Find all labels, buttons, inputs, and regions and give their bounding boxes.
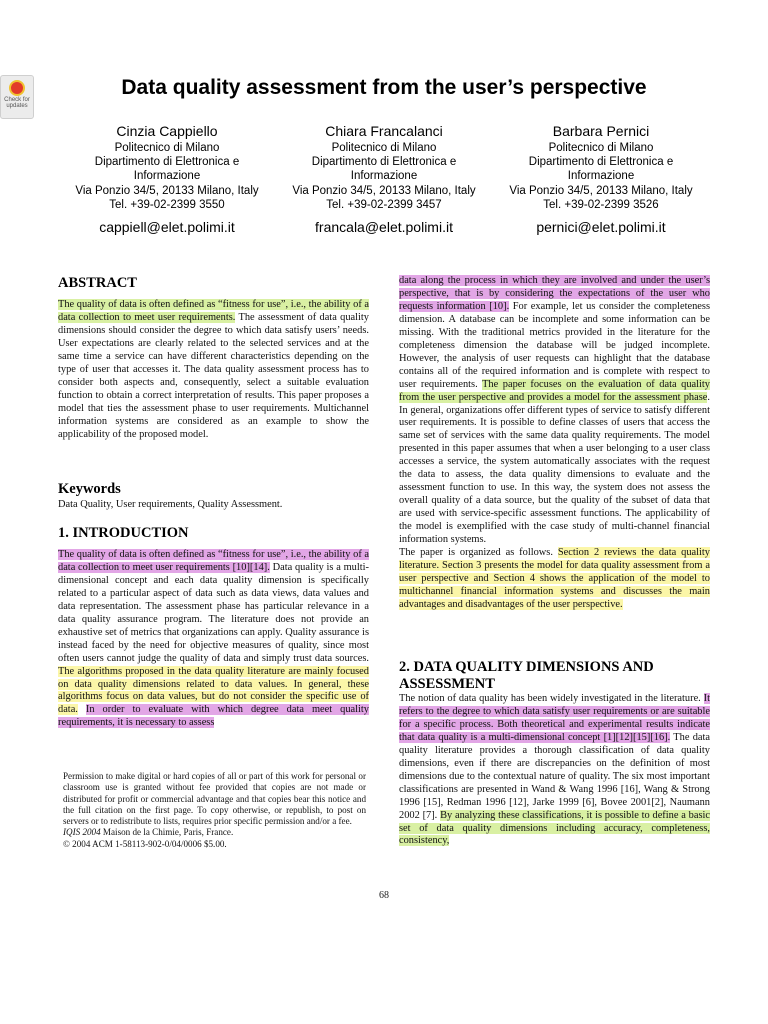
venue-name: IQIS 2004 — [63, 827, 101, 838]
highlight-purple: It refers to the degree to which data satisfy user requirements or are suitable for a specific process. Both theoretical and experimental results indicate that data quality is a multi-dimensional concept [1][12][15][16]. — [399, 693, 710, 743]
keywords-heading: Keywords — [58, 481, 121, 497]
permission-text: Permission to make digital or hard copies of all or part of this work for personal or classroom use is granted without fee provided that copies are not made or distributed for profit or commercial advantage and that copies bear this notice and the full citation on the first page. To copy otherwise, or republish, to post on servers or to redistribute to lists, requires prior specific permission and/or a fee. — [63, 771, 366, 827]
author-affiliation: Informazione — [567, 170, 635, 183]
author-affiliation: Via Ponzio 34/5, 20133 Milano, Italy — [292, 184, 476, 197]
abstract-heading: ABSTRACT — [58, 275, 137, 291]
badge-label: Check for updates — [4, 97, 30, 109]
highlight-purple: data along the process in which they are involved and under the user’s perspective, that is by considering the expectations of the user who requests information [10]. — [399, 275, 710, 312]
page-number: 68 — [379, 890, 389, 901]
author-affiliation: Dipartimento di Elettronica e — [311, 156, 457, 169]
introduction-body — [58, 549, 369, 730]
section2-text: The notion of data quality has been widely investigated in the literature. — [399, 693, 704, 704]
author-name: Barbara Pernici — [552, 123, 650, 139]
intro-text: Data quality is a multi-dimensional concept and each data quality dimension is specifically related to a particular aspect of data such as data views, data values and data representation. The assessment phase has particular relevance in a data quality assurance program. The literature does not provide an exhaustive set of metrics that organizations can apply. Quality assurance is instead faced by the need for objective measures of quality, since most often users cannot judge the quality of data and simply trust data sources. — [58, 561, 369, 664]
author-email[interactable]: cappiell@elet.polimi.it — [99, 219, 235, 236]
paper-title: Data quality assessment from the user’s perspective — [121, 76, 647, 99]
section2-body — [399, 693, 710, 848]
intro-text — [78, 704, 86, 715]
author-affiliation: Politecnico di Milano — [331, 142, 437, 154]
author-affiliation: Politecnico di Milano — [548, 142, 654, 154]
highlight-green: By analyzing these classifications, it is possible to define a basic set of data quality dimensions including accuracy, completeness, consistency, — [399, 809, 710, 847]
author-affiliation: Via Ponzio 34/5, 20133 Milano, Italy — [509, 184, 693, 197]
author-email[interactable]: pernici@elet.polimi.it — [536, 219, 666, 236]
author-block-3 — [491, 122, 711, 236]
highlight-purple: The quality of data is often defined as “fitness for use”, i.e., the ability of a data collection to meet user requirements [10][14]. — [58, 549, 369, 573]
highlight-green: The paper focuses on the evaluation of data quality from the user perspective and provides a model for the assessment phase — [399, 378, 710, 403]
author-affiliation: Informazione — [133, 170, 201, 183]
author-phone: Tel. +39-02-2399 3526 — [543, 198, 659, 211]
author-block-1 — [57, 122, 277, 236]
intro-text: . In general, organizations offer different types of service to satisfy different user requirements. It is possible to define classes of users that access the same set of services with the same data quality requirements. The model presented in this paper assumes that when a user belonging to a user class accesses a service, the system automatically associates with the request the data to assess, the data quality dimensions to evaluate and the assessment function to use. In this way, the system does not assess the overall quality of a data source, but the quality of the subset of data that are used with service-specific assessment functions. The applicability of the model is exemplified with the case study of multi-channel financial information systems. — [399, 391, 710, 546]
highlight-purple: In order to evaluate with which degree data meet quality requirements, it is necessary to assess — [58, 704, 369, 729]
abstract-text: The assessment of data quality dimensions should consider the degree to which data satisfy users’ needs. User expectations are clearly related to the selected services and at the same time a service can have different characteristics depending on the type of user that accesses it. The data quality assessment process has to consider both aspects and, consequently, select a suitable evaluation function to obtain a correct interpretation of results. This paper proposes a model that ties the assessment phase to user requirements. Multichannel information systems are considered as an example to show the applicability of the proposed model. — [58, 311, 369, 440]
introduction-heading: 1. INTRODUCTION — [58, 525, 189, 541]
right-column-intro — [399, 275, 710, 612]
highlight-yellow: Section 2 reviews the data quality literature. Section 3 presents the model for data quality assessment from a user perspective and Section 4 shows the application of the model to multichannel financial information systems and discusses the main advantages and disadvantages of the user perspective. — [399, 547, 710, 610]
author-block-2 — [274, 122, 494, 236]
section2-heading: 2. DATA QUALITY DIMENSIONS AND ASSESSMENT — [399, 659, 654, 692]
abstract-body — [58, 299, 369, 441]
keywords-text: Data Quality, User requirements, Quality Assessment. — [58, 499, 283, 510]
copyright-line: © 2004 ACM 1-58113-902-0/04/0006 $5.00. — [63, 838, 227, 849]
permission-notice — [63, 771, 366, 850]
author-affiliation: Politecnico di Milano — [114, 142, 220, 154]
author-affiliation: Dipartimento di Elettronica e — [94, 156, 240, 169]
venue-location: Maison de la Chimie, Paris, France. — [100, 827, 234, 838]
author-affiliation: Informazione — [350, 170, 418, 183]
intro-text: For example, let us consider the completeness dimension. A database can be incomplete and some information can be missing. With the traditional metrics provided in the literature for the completeness dimension the database will be judged incomplete. However, the analysis of user requests can highlight that the database contains all of the required information and is complete with respect to user requirements. — [399, 300, 710, 390]
highlight-green: The quality of data is often defined as “fitness for use”, i.e., the ability of a data collection to meet user requirements. — [58, 299, 369, 323]
author-name: Chiara Francalanci — [325, 123, 443, 139]
author-name: Cinzia Cappiello — [116, 123, 218, 139]
author-phone: Tel. +39-02-2399 3457 — [326, 198, 442, 211]
author-affiliation: Via Ponzio 34/5, 20133 Milano, Italy — [75, 184, 259, 197]
intro-text: The paper is organized as follows. — [399, 547, 558, 559]
author-phone: Tel. +39-02-2399 3550 — [109, 198, 225, 211]
author-email[interactable]: francala@elet.polimi.it — [315, 219, 453, 236]
section2-text: The data quality literature provides a thorough classification of data quality dimensions, even if there are discrepancies on the definition of most dimensions due to the contextual nature of quality. The six most important classifications are presented in Wand & Wang 1996 [16], Wang & Strong 1996 [15], Redman 1996 [12], Jarke 1999 [6], Bovee 2001[2], Naumann 2002 [7]. — [399, 731, 710, 821]
author-affiliation: Dipartimento di Elettronica e — [528, 156, 674, 169]
keywords-body — [58, 499, 369, 512]
highlight-yellow: The algorithms proposed in the data quality literature are mainly focused on data quality dimensions related to data values. In general, these algorithms focus on data values, but do not consider the specific use of data. — [58, 665, 369, 716]
